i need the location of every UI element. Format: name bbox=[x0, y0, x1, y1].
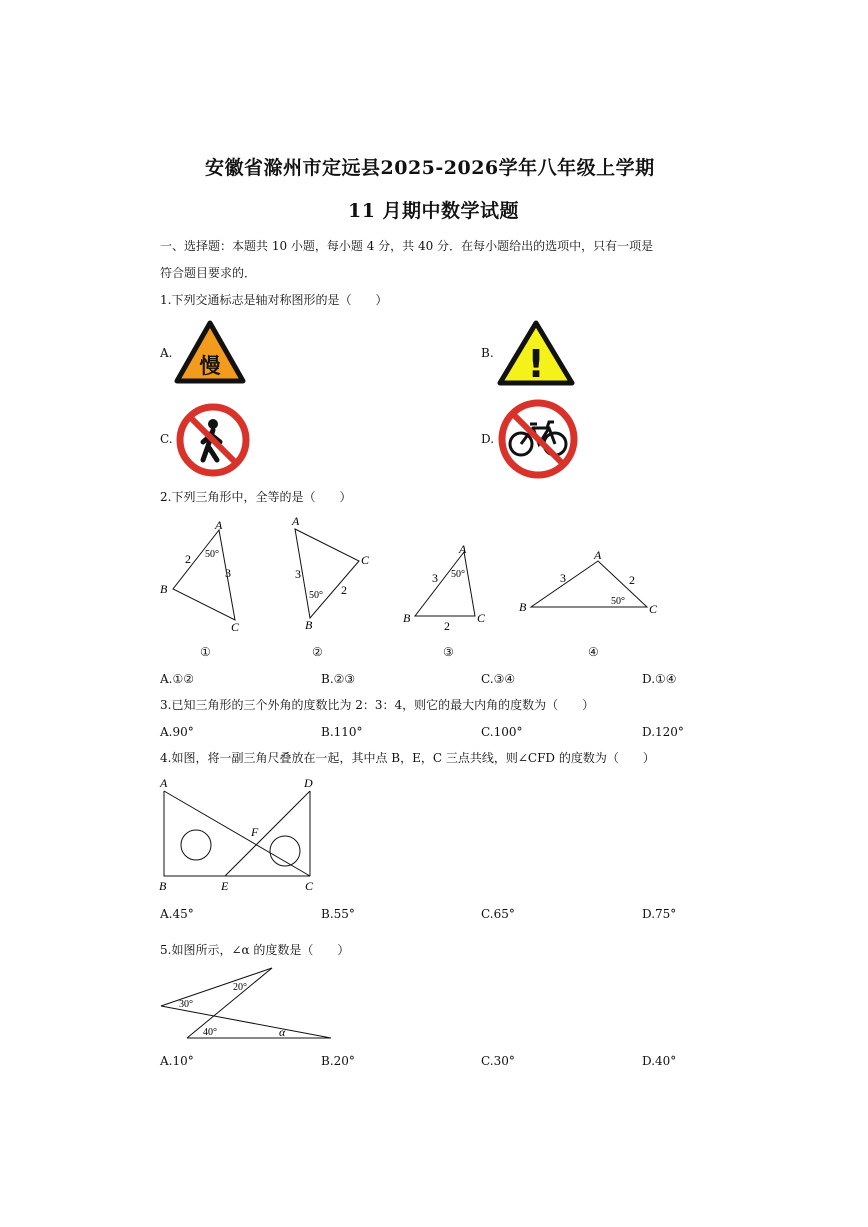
no-pedestrian-sign-icon bbox=[175, 402, 251, 478]
tri2-side-1: 3 bbox=[295, 567, 301, 581]
q2-triangle-4-figure bbox=[515, 545, 665, 617]
q5-option-c: C.30° bbox=[481, 1054, 515, 1068]
q5-angle-20: 20° bbox=[233, 982, 247, 993]
tri4-label-b: B bbox=[519, 600, 527, 614]
q4-label-d: D bbox=[304, 776, 313, 790]
q2-option-d: D.①④ bbox=[642, 672, 677, 686]
tri1-angle: 50° bbox=[205, 549, 219, 560]
q2-fig-label-2: ② bbox=[312, 645, 323, 659]
q2-option-a: A.①② bbox=[160, 672, 194, 686]
q4-option-a: A.45° bbox=[160, 907, 194, 921]
q5-option-a: A.10° bbox=[160, 1054, 194, 1068]
tri3-label-a: A bbox=[459, 542, 467, 556]
q3-stem: 3.已知三角形的三个外角的度数比为 2：3：4，则它的最大内角的度数为（ ） bbox=[160, 698, 595, 712]
q2-fig-label-1: ① bbox=[200, 645, 211, 659]
section-heading-line-1: 一、选择题：本题共 10 小题，每小题 4 分，共 40 分．在每小题给出的选项中，只有一项是 bbox=[160, 239, 654, 253]
tri4-side-2: 2 bbox=[629, 573, 635, 587]
title-line-2: 11 月期中数学试题 bbox=[348, 200, 520, 222]
tri1-side-1: 2 bbox=[185, 552, 191, 566]
q4-label-e: E bbox=[221, 879, 229, 893]
q5-angle-alpha: α bbox=[279, 1025, 286, 1039]
q2-triangle-3-figure bbox=[400, 540, 492, 632]
q3-option-b: B.110° bbox=[321, 725, 363, 739]
q1-option-d: D. bbox=[481, 432, 495, 446]
q4-stem: 4.如图，将一副三角尺叠放在一起，其中点 B，E，C 三点共线，则∠CFD 的度数为（ ） bbox=[160, 751, 655, 765]
q1-option-a: A. bbox=[160, 346, 173, 360]
title-line-1: 安徽省滁州市定远县2025-2026学年八年级上学期 bbox=[205, 157, 655, 179]
tri1-label-c: C bbox=[231, 620, 240, 634]
slow-sign-text: 慢 bbox=[199, 354, 221, 378]
tri3-side-1: 3 bbox=[432, 571, 438, 585]
tri4-label-a: A bbox=[594, 548, 602, 562]
q5-option-b: B.20° bbox=[321, 1054, 355, 1068]
tri2-label-a: A bbox=[292, 514, 300, 528]
no-bicycle-sign-icon bbox=[497, 398, 579, 480]
q1-option-c: C. bbox=[160, 432, 173, 446]
q5-angle-figure bbox=[155, 962, 340, 1046]
q2-stem: 2.下列三角形中，全等的是（ ） bbox=[160, 490, 352, 504]
tri2-angle: 50° bbox=[309, 590, 323, 601]
q5-angle-40: 40° bbox=[203, 1027, 217, 1038]
q5-option-d: D.40° bbox=[642, 1054, 677, 1068]
tri1-side-2: 3 bbox=[225, 566, 231, 580]
tri3-angle: 50° bbox=[451, 569, 465, 580]
q4-option-b: B.55° bbox=[321, 907, 355, 921]
q4-label-c: C bbox=[305, 879, 314, 893]
tri2-label-b: B bbox=[305, 618, 313, 632]
q4-label-a: A bbox=[160, 776, 168, 790]
tri2-side-2: 2 bbox=[341, 583, 347, 597]
tri2-label-c: C bbox=[361, 553, 370, 567]
q5-angle-30: 30° bbox=[179, 999, 193, 1010]
q1-stem: 1.下列交通标志是轴对称图形的是（ ） bbox=[160, 293, 388, 307]
q3-option-c: C.100° bbox=[481, 725, 523, 739]
q4-option-d: D.75° bbox=[642, 907, 677, 921]
q2-fig-label-4: ④ bbox=[588, 645, 599, 659]
q2-option-b: B.②③ bbox=[321, 672, 356, 686]
tri4-side-1: 3 bbox=[560, 571, 566, 585]
q2-triangle-2-figure bbox=[285, 512, 380, 634]
q3-option-a: A.90° bbox=[160, 725, 194, 739]
q2-triangle-1-figure bbox=[155, 515, 255, 635]
q1-option-b: B. bbox=[481, 346, 494, 360]
section-heading-line-2: 符合题目要求的． bbox=[160, 266, 257, 280]
warning-sign-icon bbox=[496, 319, 576, 387]
q4-label-b: B bbox=[159, 879, 167, 893]
q4-option-c: C.65° bbox=[481, 907, 515, 921]
tri1-label-b: B bbox=[160, 582, 168, 596]
slow-sign-icon bbox=[174, 320, 246, 384]
warning-sign-text: ! bbox=[527, 342, 545, 386]
q5-stem: 5.如图所示，∠α 的度数是（ ） bbox=[160, 943, 350, 957]
tri3-label-c: C bbox=[477, 611, 486, 625]
tri3-label-b: B bbox=[403, 611, 411, 625]
tri4-angle: 50° bbox=[611, 596, 625, 607]
q2-option-c: C.③④ bbox=[481, 672, 516, 686]
q4-set-squares-figure bbox=[155, 772, 325, 894]
q4-label-f: F bbox=[251, 825, 259, 839]
q2-fig-label-3: ③ bbox=[443, 645, 454, 659]
q3-option-d: D.120° bbox=[642, 725, 684, 739]
tri3-side-2: 2 bbox=[444, 619, 450, 632]
tri4-label-c: C bbox=[649, 602, 658, 616]
tri1-label-a: A bbox=[215, 518, 223, 532]
